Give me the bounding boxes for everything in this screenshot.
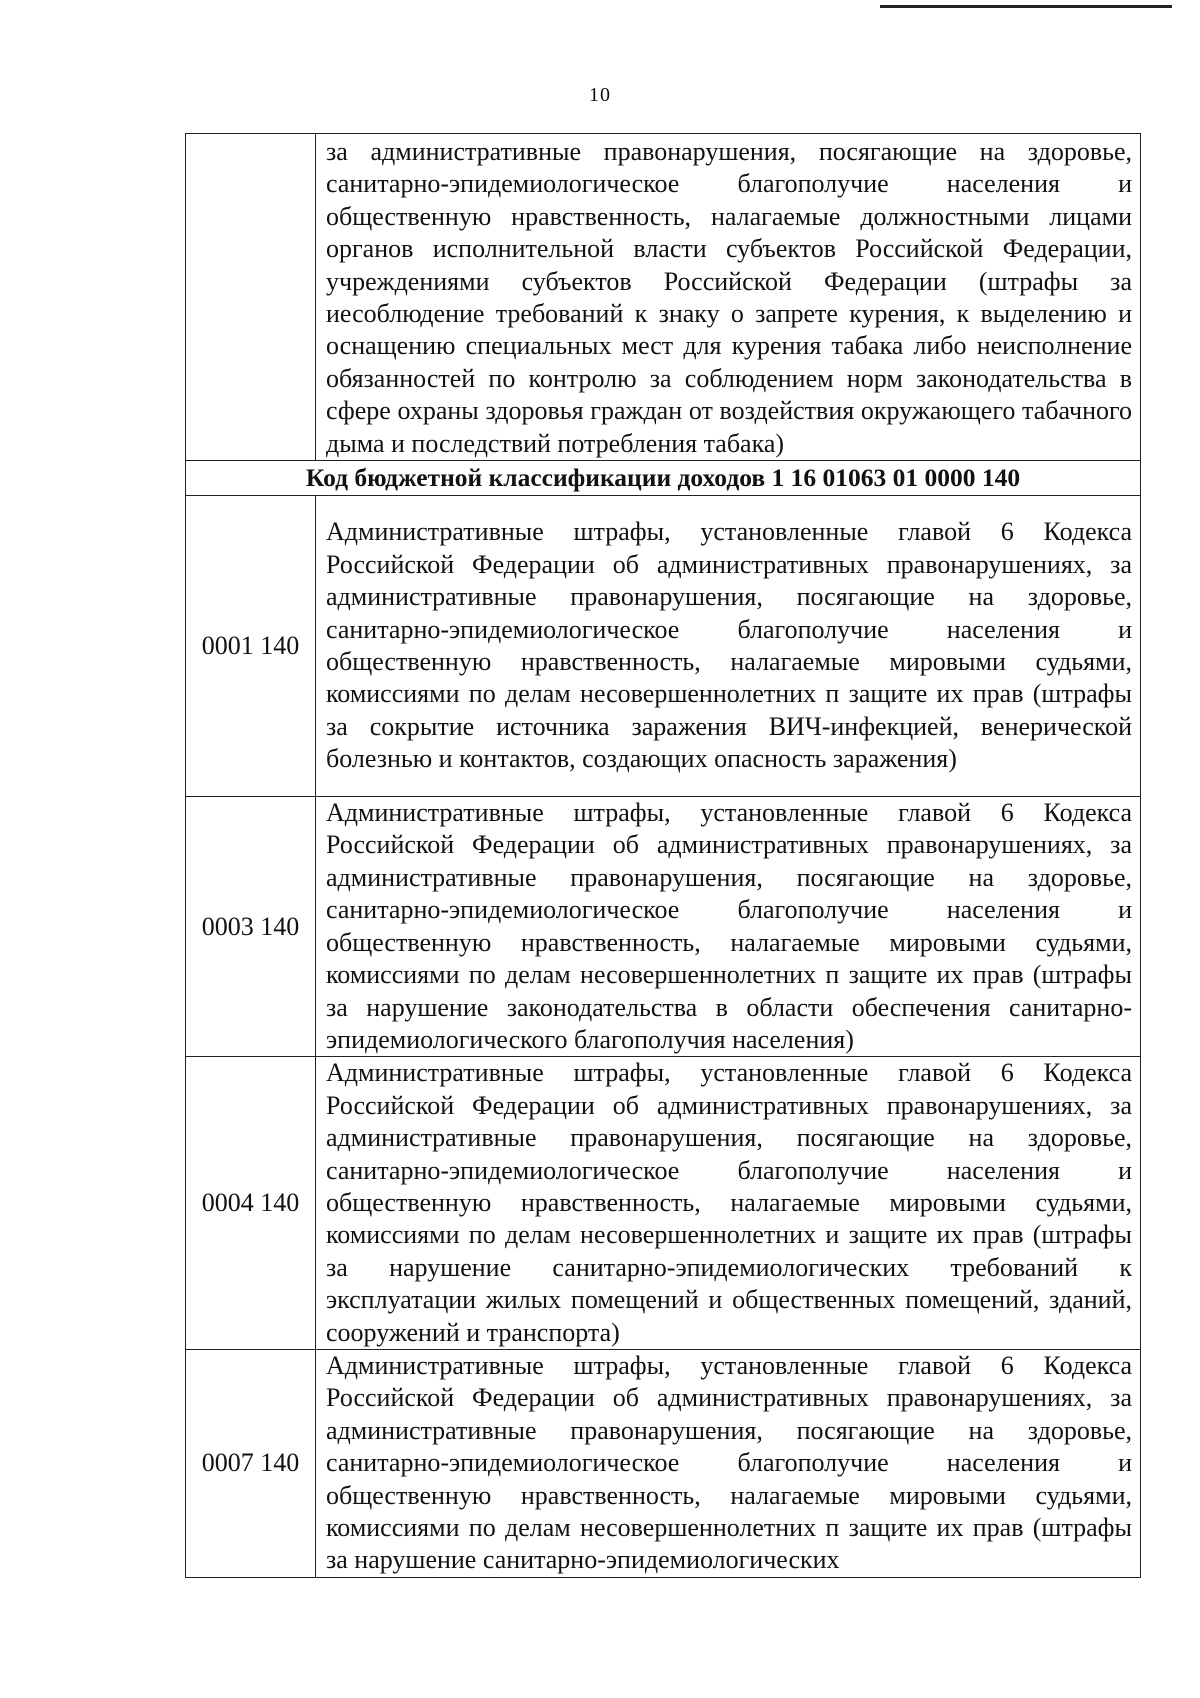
page-number: 10 — [589, 84, 611, 106]
description-cell: Административные штрафы, установленные главой 6 Кодекса Российской Федерации об административных правонарушениях, за административные правонарушения, посягающие на здоровье, санитарно-эпидемиологическое благополучие населения и общественную нравственность, налагаемые мировыми судьями, комиссиями по делам несовершеннолетних п защите их прав (штрафы за нарушение санитарно-эпидемиологических — [316, 1349, 1141, 1577]
table-row — [186, 496, 1141, 797]
section-header: Код бюджетной классификации доходов 1 16 01063 01 0000 140 — [186, 461, 1141, 496]
code-cell — [186, 134, 316, 461]
description-cell: за административные правонарушения, посягающие на здоровье, санитарно-эпидемиологическое благополучие населения и общественную нравственность, налагаемые должностными лицами органов исполнительной власти субъектов Российской Федерации, учреждениями субъектов Российской Федерации (штрафы за иесоблюдение требований к знаку о запрете курения, к выделению и оснащению специальных мест для курения табака либо неисполнение обязанностей по контролю за соблюдением норм законодательства в сфере охраны здоровья граждан от воздействия окружающего табачного дыма и последствий потребления табака) — [316, 134, 1141, 461]
description-cell: Административные штрафы, установленные главой 6 Кодекса Российской Федерации об административных правонарушениях, за административные правонарушения, посягающие на здоровье, санитарно-эпидемиологическое благополучие населения и общественную нравственность, налагаемые мировыми судьями, комиссиями по делам несовершеннолетних и защите их прав (штрафы за нарушение санитарно-эпидемиологических требований к эксплуатации жилых помещений и общественных помещений, зданий, сооружений и транспорта) — [316, 1057, 1141, 1350]
table-row — [186, 1349, 1141, 1577]
description-cell: Административные штрафы, установленные главой 6 Кодекса Российской Федерации об административных правонарушениях, за административные правонарушения, посягающие на здоровье, санитарно-эпидемиологическое благополучие населения и общественную нравственность, налагаемые мировыми судьями, комиссиями по делам несовершеннолетних п защите их прав (штрафы за сокрытие источника заражения ВИЧ-инфекцией, венерической болезнью и контактов, создающих опасность заражения) — [316, 496, 1141, 797]
code-cell: 0007 140 — [186, 1349, 316, 1577]
code-cell: 0004 140 — [186, 1057, 316, 1350]
code-cell: 0003 140 — [186, 797, 316, 1057]
table-row-continued — [186, 134, 1141, 461]
code-cell: 0001 140 — [186, 496, 316, 797]
description-cell: Административные штрафы, установленные главой 6 Кодекса Российской Федерации об административных правонарушениях, за административные правонарушения, посягающие на здоровье, санитарно-эпидемиологическое благополучие населения и общественную нравственность, налагаемые мировыми судьями, комиссиями по делам несовершеннолетних п защите их прав (штрафы за нарушение законодательства в области обеспечения санитарно-эпидемиологического благополучия населения) — [316, 797, 1141, 1057]
scan-edge-line — [880, 5, 1172, 8]
table-row — [186, 1057, 1141, 1350]
table-row — [186, 797, 1141, 1057]
table-section-header-row — [186, 461, 1141, 496]
budget-code-table — [185, 133, 1141, 1578]
